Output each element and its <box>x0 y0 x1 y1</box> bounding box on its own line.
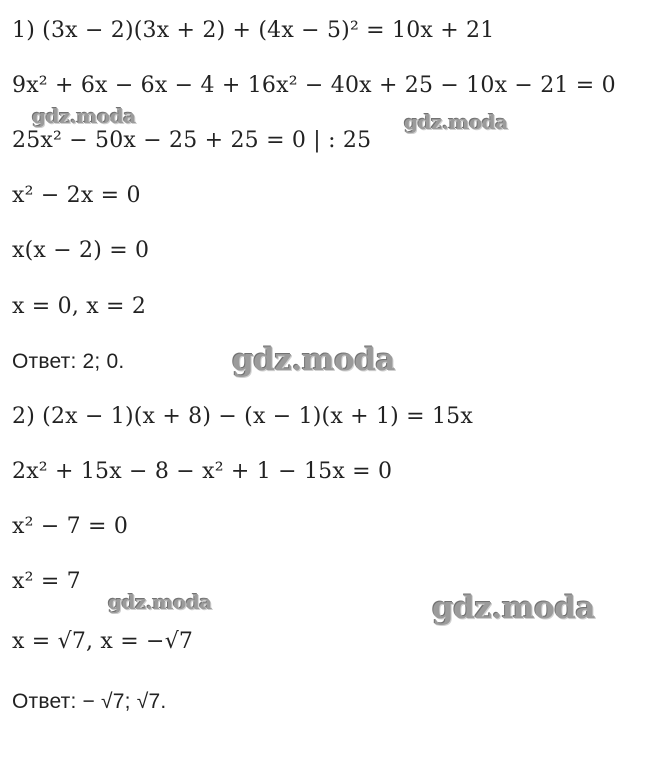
problem-1-step-divide: x² − 2x = 0 <box>12 183 141 208</box>
problem-2-step-simplify: x² − 7 = 0 <box>12 514 129 539</box>
watermark-logo: gdz.moda <box>404 110 508 134</box>
problem-2-step-expand: 2x² + 15x − 8 − x² + 1 − 15x = 0 <box>12 459 393 484</box>
problem-2-step-isolate: x² = 7 <box>12 569 81 594</box>
problem-2-roots: x = √7, x = −√7 <box>12 629 194 654</box>
problem-1-roots: x = 0, x = 2 <box>12 294 147 319</box>
watermark-logo: gdz.moda <box>232 342 395 378</box>
problem-2-equation: 2) (2x − 1)(x + 8) − (x − 1)(x + 1) = 15x <box>12 404 473 429</box>
problem-1-step-expand: 9x² + 6x − 6x − 4 + 16x² − 40x + 25 − 10x − 21 = 0 <box>12 73 616 98</box>
watermark-logo: gdz.moda <box>32 104 136 128</box>
watermark-logo: gdz.moda <box>108 590 212 614</box>
problem-1-step-simplify: 25x² − 50x − 25 + 25 = 0 | : 25 <box>12 128 372 153</box>
problem-1-equation: 1) (3x − 2)(3x + 2) + (4x − 5)² = 10x + 21 <box>12 18 495 43</box>
problem-2-answer: Ответ: − √7; √7. <box>12 690 167 713</box>
watermark-logo: gdz.moda <box>432 590 595 626</box>
problem-1-step-factor: x(x − 2) = 0 <box>12 238 150 263</box>
problem-1-answer: Ответ: 2; 0. <box>12 350 125 373</box>
